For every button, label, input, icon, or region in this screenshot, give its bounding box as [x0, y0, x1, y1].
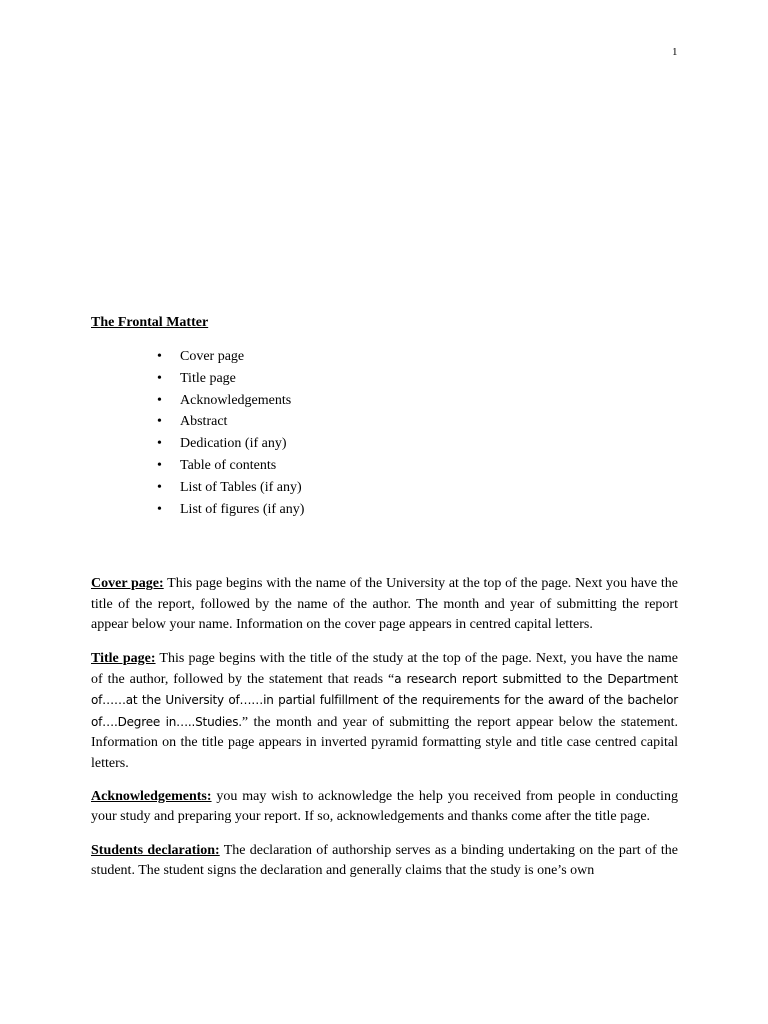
list-item: • Dedication (if any) — [91, 433, 678, 455]
acknowledgements-label: Acknowledgements: — [91, 789, 212, 805]
cover-page-label: Cover page: — [91, 576, 164, 592]
students-declaration-label: Students declaration: — [91, 842, 220, 858]
list-item: • Abstract — [91, 411, 678, 433]
list-item: • Table of contents — [91, 455, 678, 477]
students-declaration-paragraph — [91, 841, 678, 882]
title-page-label: Title page: — [91, 650, 156, 666]
acknowledgements-paragraph — [91, 787, 678, 828]
cover-page-paragraph — [91, 574, 678, 635]
bullet-icon: • — [157, 436, 162, 452]
bullet-icon: • — [157, 501, 162, 517]
bullet-icon: • — [157, 370, 162, 386]
bullet-icon: • — [157, 457, 162, 473]
students-declaration-text: The declaration of authorship serves as a binding undertaking on the part of the student. The student signs the declaration and generally claims that the study is one’s own — [91, 842, 678, 879]
list-item: • Cover page — [91, 346, 678, 368]
list-item: • Acknowledgements — [91, 390, 678, 412]
title-page-quote: a research report submitted to the Department of……at the University of……in partial fulfillment of the requirements for the award of the bachelor of….Degree in…..Studies. — [91, 672, 678, 729]
bullet-icon: • — [157, 349, 162, 364]
cover-page-text: This page begins with the name of the University at the top of the page. Next you have the title of the report, followed by the name of the author. The month and year of submitting the report appear below your name. Information on the cover page appears in centred capital letters. — [91, 576, 678, 633]
bullet-icon: • — [157, 392, 162, 408]
bullet-icon: • — [157, 479, 162, 495]
title-page-text: This page begins with the title of the study at the top of the page. Next, you have the name of the author, followed by the statement that reads “ — [91, 650, 679, 687]
list-item: • Title page — [91, 368, 678, 390]
page-number: 1 — [672, 46, 678, 58]
title-page-text-after: ” the month and year of submitting the report appear below the statement. Information on the title page appears in inverted pyramid formatting style and title case centred capital letters. — [91, 714, 678, 771]
bullet-icon: • — [157, 414, 162, 430]
list-item: • List of Tables (if any) — [91, 477, 678, 499]
title-page-paragraph — [91, 649, 678, 774]
list-item: • List of figures (if any) — [91, 499, 678, 521]
frontal-matter-list — [91, 346, 678, 520]
acknowledgements-text: you may wish to acknowledge the help you received from people in conducting your study and preparing your report. If so, acknowledgements and thanks come after the title page. — [91, 789, 678, 825]
section-heading: The Frontal Matter — [91, 315, 209, 330]
document-body — [91, 314, 678, 882]
